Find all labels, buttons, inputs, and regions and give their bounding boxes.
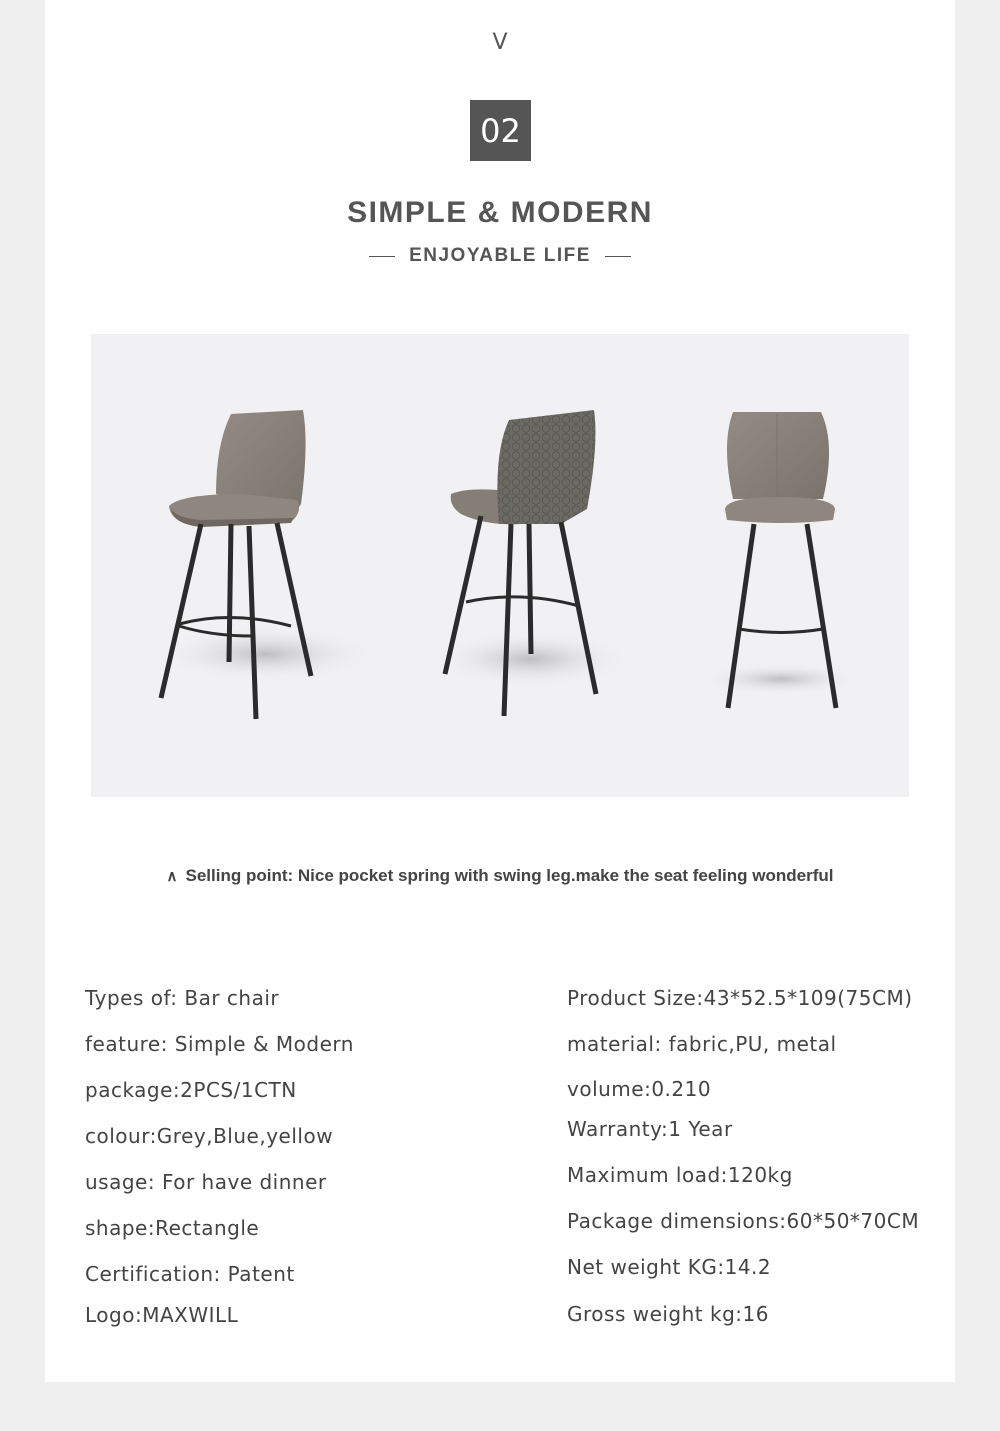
caret-up-icon: ∧: [166, 868, 178, 885]
selling-point-text: Selling point: Nice pocket spring with swing leg.make the seat feeling wonderful: [185, 866, 834, 885]
spec-net-weight: Net weight KG:14.2: [567, 1255, 772, 1279]
divider-right: [605, 256, 631, 257]
chair-right: [701, 412, 861, 708]
spec-product-size: Product Size:43*52.5*109(75CM): [567, 986, 913, 1010]
product-detail-card: [45, 0, 955, 1382]
section-number-badge: 02: [470, 100, 531, 161]
subtitle-text: ENJOYABLE LIFE: [409, 245, 591, 266]
spec-usage: usage: For have dinner: [85, 1170, 327, 1194]
spec-volume: volume:0.210: [567, 1077, 712, 1101]
spec-package-dimensions: Package dimensions:60*50*70CM: [567, 1209, 920, 1233]
chair-left: [156, 410, 376, 719]
section-subtitle: [45, 245, 955, 267]
spec-type: Types of: Bar chair: [85, 986, 280, 1010]
spec-gross-weight: Gross weight kg:16: [567, 1302, 769, 1326]
chair-middle: [431, 410, 631, 716]
spec-warranty: Warranty:1 Year: [567, 1117, 733, 1141]
spec-package: package:2PCS/1CTN: [85, 1078, 297, 1102]
spec-maximum-load: Maximum load:120kg: [567, 1163, 793, 1187]
spec-shape: shape:Rectangle: [85, 1216, 260, 1240]
spec-certification: Certification: Patent: [85, 1262, 295, 1286]
bar-chairs-illustration: [91, 334, 909, 797]
spec-feature: feature: Simple & Modern: [85, 1032, 354, 1056]
section-title: SIMPLE & MODERN: [347, 196, 653, 229]
spec-logo: Logo:MAXWILL: [85, 1303, 239, 1327]
spec-colour: colour:Grey,Blue,yellow: [85, 1124, 334, 1148]
product-photo: [91, 334, 909, 797]
divider-left: [369, 256, 395, 257]
selling-point: [45, 866, 955, 886]
caret-down-icon: V: [492, 30, 508, 55]
spec-material: material: fabric,PU, metal: [567, 1032, 837, 1056]
